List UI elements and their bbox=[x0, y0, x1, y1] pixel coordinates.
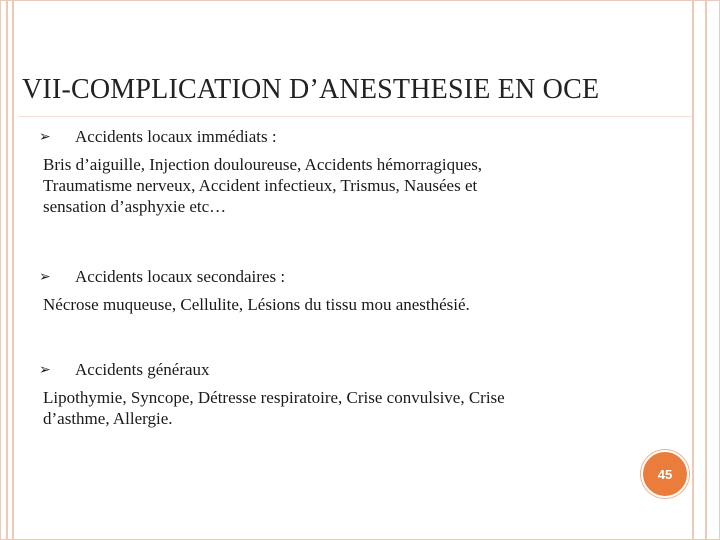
title-divider bbox=[18, 116, 692, 117]
right-decorative-rule bbox=[705, 0, 707, 540]
section-immediate-local-accidents bbox=[39, 126, 663, 217]
arrow-bullet-icon: ➢ bbox=[39, 362, 51, 378]
bullet-heading: Accidents locaux immédiats : bbox=[75, 127, 277, 146]
arrow-bullet-icon: ➢ bbox=[39, 129, 51, 145]
slide-title: VII-COMPLICATION D’ANESTHESIE EN OCE bbox=[22, 74, 600, 105]
bullet-heading: Accidents locaux secondaires : bbox=[75, 267, 286, 286]
bullet-heading: Accidents généraux bbox=[75, 360, 210, 379]
section-secondary-local-accidents bbox=[39, 266, 663, 315]
section-general-accidents bbox=[39, 359, 663, 429]
arrow-bullet-icon: ➢ bbox=[39, 269, 51, 285]
right-decorative-rule-inner bbox=[692, 0, 694, 540]
left-decorative-rule-inner bbox=[12, 0, 14, 540]
bullet-details: Lipothymie, Syncope, Détresse respiratoire, Crise convulsive, Crise d’asthme, Allergie. bbox=[43, 388, 505, 428]
page-number-badge: 45 bbox=[641, 450, 689, 498]
bullet-item bbox=[39, 266, 663, 288]
bullet-details: Bris d’aiguille, Injection douloureuse, Accidents hémorragiques, Traumatisme nerveux, Accident infectieux, Trismus, Nausées et sensation d’asphyxie etc… bbox=[43, 155, 483, 216]
bullet-item bbox=[39, 126, 663, 148]
left-decorative-rule bbox=[6, 0, 8, 540]
bullet-details: Nécrose muqueuse, Cellulite, Lésions du tissu mou anesthésié. bbox=[43, 295, 470, 314]
bullet-item bbox=[39, 359, 663, 381]
